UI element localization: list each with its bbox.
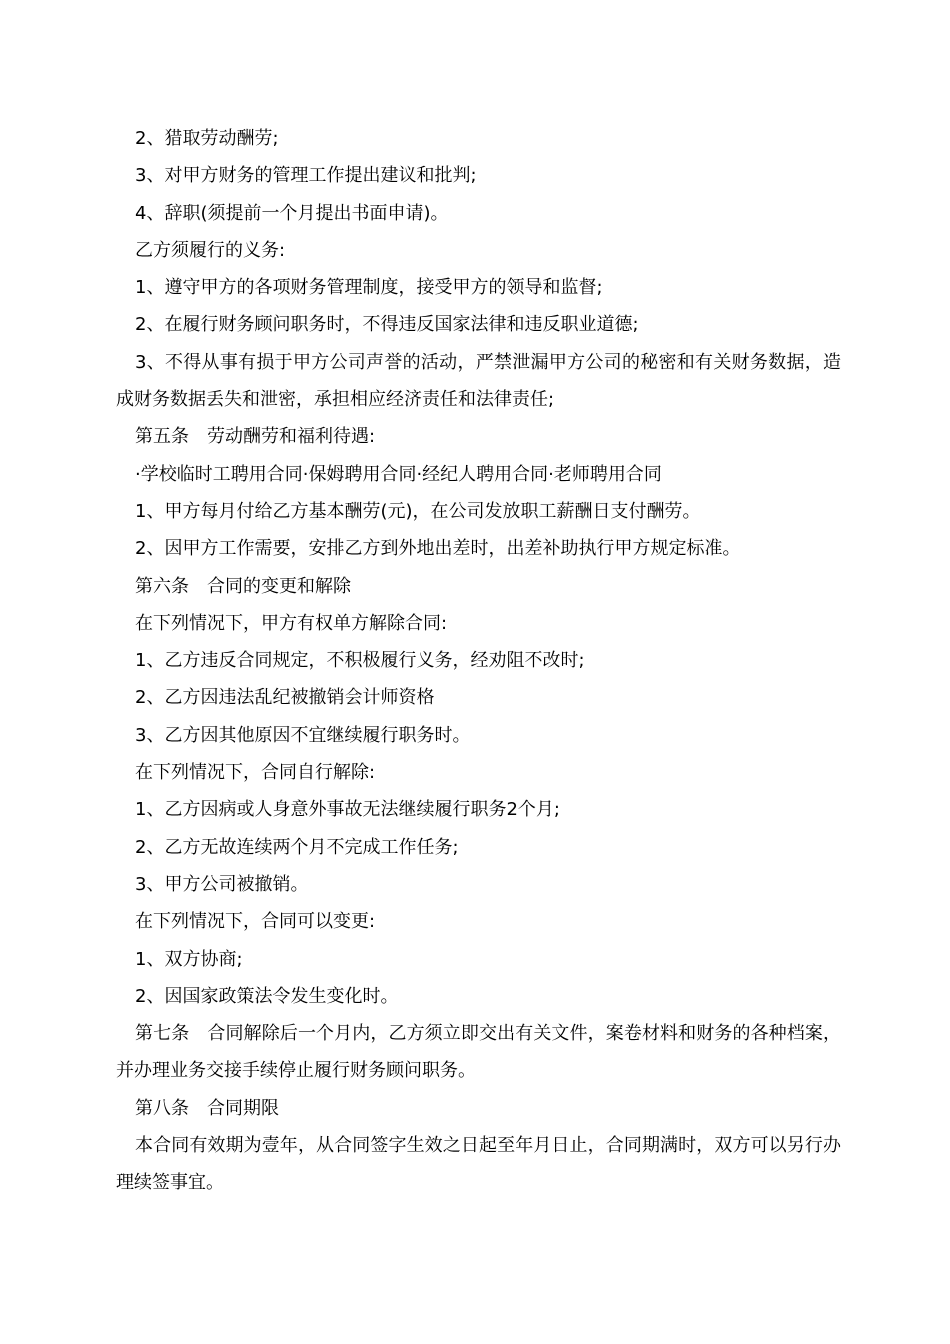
paragraph-pay-2: 2、因甲方工作需要，安排乙方到外地出差时，出差补助执行甲方规定标准。 <box>135 538 741 560</box>
paragraph-termination-2: 2、乙方因违法乱纪被撤销会计师资格 <box>135 687 435 709</box>
paragraph-auto-termination-intro: 在下列情况下，合同自行解除: <box>135 762 376 784</box>
paragraph-termination-3: 3、乙方因其他原因不宜继续履行职务时。 <box>135 724 471 746</box>
paragraph-term: 本合同有效期为壹年，从合同签字生效之日起至年月日止，合同期满时，双方可以另行办理续签事宜。 <box>116 1135 841 1194</box>
paragraph-termination-intro: 在下列情况下，甲方有权单方解除合同: <box>135 612 448 634</box>
paragraph-termination-1: 1、乙方违反合同规定，不积极履行义务，经劝阻不改时; <box>135 650 585 672</box>
document-body <box>116 120 841 1202</box>
paragraph-auto-termination-3: 3、甲方公司被撤销。 <box>135 873 309 895</box>
paragraph-auto-termination-2: 2、乙方无故连续两个月不完成工作任务; <box>135 836 459 858</box>
paragraph-change-1: 1、双方协商; <box>135 948 243 970</box>
paragraph-right-4: 4、辞职(须提前一个月提出书面申请)。 <box>135 202 449 224</box>
related-links-line: ·学校临时工聘用合同·保姆聘用合同·经纪人聘用合同·老师聘用合同 <box>135 463 662 485</box>
paragraph-change-2: 2、因国家政策法令发生变化时。 <box>135 985 399 1007</box>
article-8-heading: 第八条 合同期限 <box>135 1097 279 1119</box>
paragraph-obligation-2: 2、在履行财务顾问职务时，不得违反国家法律和违反职业道德; <box>135 314 639 336</box>
paragraph-right-2: 2、猎取劳动酬劳; <box>135 128 279 149</box>
paragraph-change-intro: 在下列情况下，合同可以变更: <box>135 911 376 933</box>
paragraph-obligation-1: 1、遵守甲方的各项财务管理制度，接受甲方的领导和监督; <box>135 277 603 299</box>
article-6-heading: 第六条 合同的变更和解除 <box>135 575 351 597</box>
section-heading-obligations: 乙方须履行的义务: <box>135 239 286 261</box>
article-7-paragraph: 第七条 合同解除后一个月内，乙方须立即交出有关文件，案卷材料和财务的各种档案，并办理业务交接手续停止履行财务顾问职务。 <box>116 1023 841 1082</box>
paragraph-auto-termination-1: 1、乙方因病或人身意外事故无法继续履行职务2个月; <box>135 799 560 821</box>
paragraph-pay-1: 1、甲方每月付给乙方基本酬劳(元)，在公司发放职工薪酬日支付酬劳。 <box>135 500 701 522</box>
paragraph-right-3: 3、对甲方财务的管理工作提出建议和批判; <box>135 165 477 187</box>
paragraph-obligation-3: 3、不得从事有损于甲方公司声誉的活动，严禁泄漏甲方公司的秘密和有关财务数据，造成财务数据丢失和泄密，承担相应经济责任和法律责任; <box>116 351 841 411</box>
article-5-heading: 第五条 劳动酬劳和福利待遇: <box>135 426 376 448</box>
